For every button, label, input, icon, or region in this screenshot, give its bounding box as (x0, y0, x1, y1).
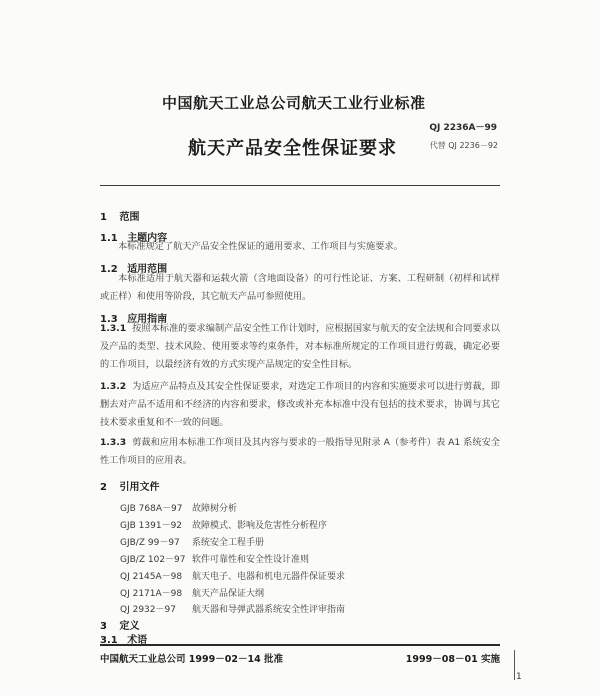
subsection-number: 1.3 (100, 314, 118, 325)
implementation-date: 1999－08－01 实施 (405, 654, 500, 665)
reference-code: GJB 768A－97 (120, 504, 183, 514)
item-number: 1.3.2 (100, 381, 127, 392)
reference-title: 系统安全工程手册 (192, 538, 265, 548)
reference-code: QJ 2145A－98 (120, 572, 183, 582)
reference-code: QJ 2171A－98 (120, 589, 183, 599)
guide-item-2 (100, 378, 500, 432)
subsection-title: 应用指南 (127, 314, 168, 325)
subsection-title: 主题内容 (127, 233, 168, 244)
page-number: 1 (516, 672, 522, 682)
reference-code: GJB/Z 102－97 (120, 555, 186, 565)
section-number: 1 (100, 212, 107, 223)
standard-number: QJ 2236A－99 (429, 123, 497, 133)
reference-code: GJB 1391－92 (120, 521, 183, 531)
reference-title: 航天产品保证大纲 (192, 589, 265, 599)
item-text: 剪裁和应用本标准工作项目及其内容与要求的一般指导见附录 A（参考件）表 A1 系统安全性工作项目的应用表。 (100, 437, 500, 466)
replaces-standard: 代替 QJ 2236－92 (429, 141, 498, 150)
reference-title: 软件可靠性和安全性设计准则 (192, 555, 310, 565)
guide-item-1 (100, 320, 500, 374)
reference-item (120, 501, 237, 514)
item-text: 按照本标准的要求编制产品安全性工作计划时，应根据国家与航天的安全法规和合同要求以及产品的类型、技术风险、使用要求等约束条件，对本标准所规定的工作项目进行剪裁，确定必要的工作项目，以最经济有效的方式实现产品规定的安全性目标。 (100, 323, 500, 370)
reference-item (120, 569, 345, 582)
subsection-number: 3.1 (100, 635, 118, 646)
section-title: 引用文件 (119, 482, 160, 493)
section-heading-definitions (100, 617, 139, 632)
document-title: 航天产品安全性保证要求 (188, 138, 397, 159)
reference-title: 故障模式、影响及危害性分析程序 (192, 521, 328, 531)
header-divider (100, 185, 500, 186)
item-text: 为适应产品特点及其安全性保证要求，对选定工作项目的内容和实施要求可以进行剪裁，即删去对产品不适用和不经济的内容和要求，修改或补充本标准中没有包括的技术要求，协调与其它技术要求重复和不一致的问题。 (100, 381, 500, 428)
reference-item (120, 586, 264, 599)
subsection-title: 术语 (127, 635, 148, 646)
section-number: 3 (100, 621, 107, 632)
item-number: 1.3.1 (100, 323, 127, 334)
subject-paragraph: 本标准规定了航天产品安全性保证的通用要求、工作项目与实施要求。 (118, 241, 403, 252)
reference-item (120, 602, 345, 615)
reference-item (120, 552, 309, 565)
reference-title: 航天器和导弹武器系统安全性评审指南 (192, 605, 346, 615)
guide-item-3 (100, 434, 500, 470)
issuing-organization: 中国航天工业总公司航天工业行业标准 (162, 94, 426, 112)
item-number: 1.3.3 (100, 437, 127, 448)
reference-item (120, 518, 327, 531)
subsection-number: 1.2 (100, 264, 118, 275)
section-title: 定义 (119, 621, 140, 632)
reference-item (120, 535, 264, 548)
section-heading-scope (100, 208, 139, 223)
reference-code: GJB/Z 99－97 (120, 538, 180, 548)
footer-divider (100, 644, 500, 646)
approval-date: 中国航天工业总公司 1999－02－14 批准 (100, 654, 283, 665)
section-number: 2 (100, 482, 107, 493)
reference-title: 故障树分析 (192, 504, 238, 514)
subsection-number: 1.1 (100, 233, 118, 244)
section-title: 范围 (119, 212, 140, 223)
reference-title: 航天电子、电器和机电元器件保证要求 (192, 572, 346, 582)
reference-code: QJ 2932－97 (120, 605, 176, 615)
section-heading-references (100, 478, 159, 493)
applicability-paragraph: 本标准适用于航天器和运载火箭（含地面设备）的可行性论证、方案、工程研制（初样和试样或正样）和使用等阶段，其它航天产品可参照使用。 (100, 273, 500, 302)
scan-edge-line (514, 650, 515, 680)
subsection-title: 适用范围 (127, 264, 168, 275)
